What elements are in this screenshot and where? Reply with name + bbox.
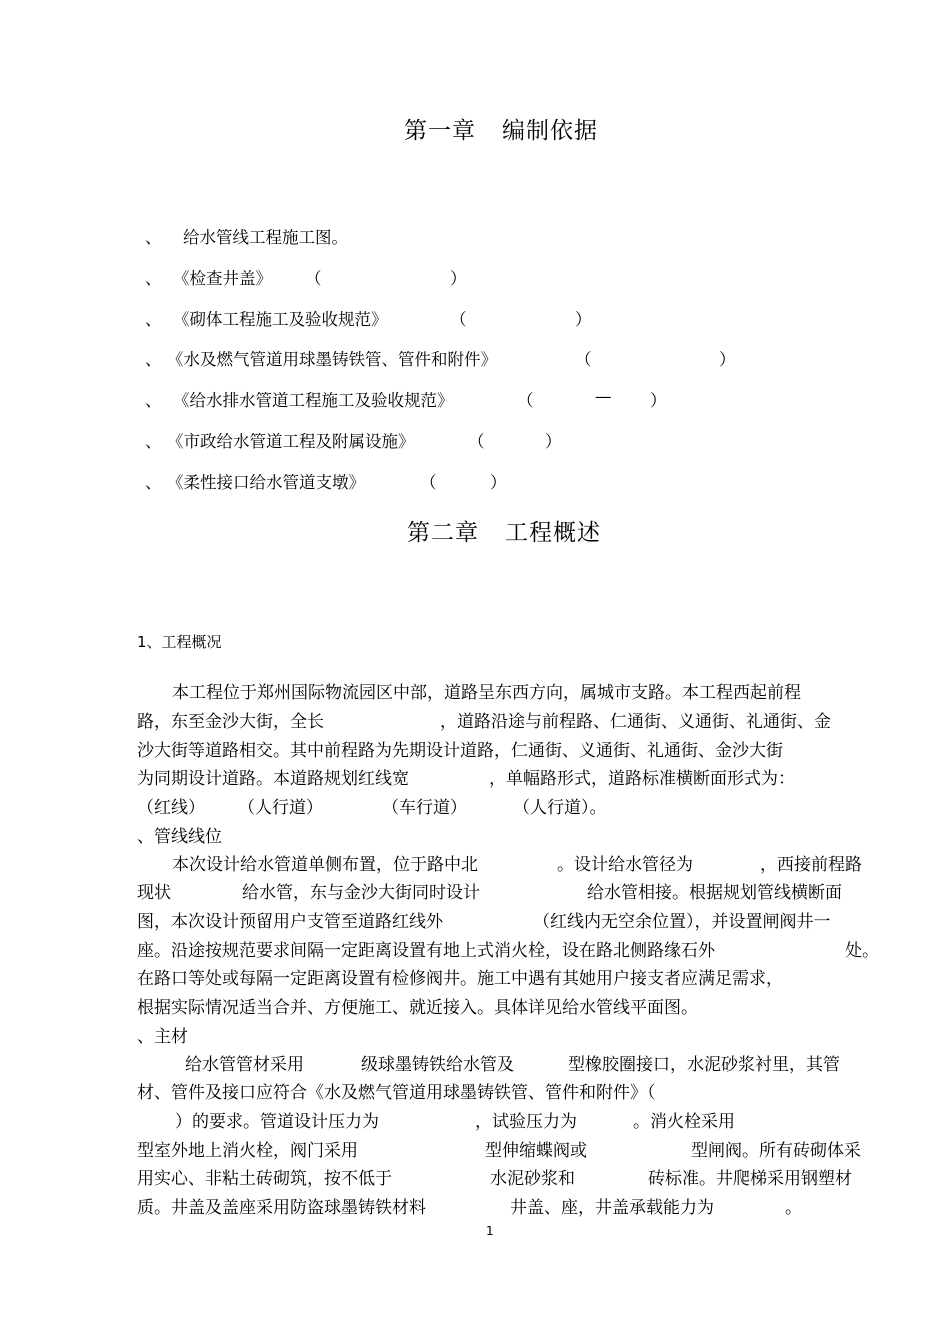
text-fragment: 型橡胶圈接口，水泥砂浆衬里，其管 [568,1055,840,1075]
section-1-heading: 1、工程概况 [137,633,222,651]
text-fragment: 砖标准。井爬梯采用钢塑材 [648,1169,852,1189]
paragraph-line [137,1164,897,1189]
paragraph-line [137,907,897,932]
reference-close-paren: ） [719,350,736,369]
reference-mark: 、 [145,473,162,492]
reference-item-1 [145,224,348,248]
chapter-1-number: 第一章 [404,118,476,144]
reference-item-7 [145,469,525,493]
reference-open-paren: （ [575,350,592,369]
reference-open-paren: （ [420,473,437,492]
paragraph-line [172,850,897,875]
reference-mark: 、 [145,228,162,247]
text-fragment: 。 [785,1198,802,1218]
text-fragment: ）的要求。管道设计压力为 [175,1112,379,1132]
text-fragment: 给水管，东与金沙大街同时设计 [242,883,480,903]
text-fragment: 处。 [845,941,879,961]
text-fragment: （红线内无空余位置），并设置闸阀井一 [533,912,831,932]
page-number: 1 [486,1224,494,1238]
reference-dash: — [595,387,612,406]
reference-close-paren: ） [490,473,507,492]
text-fragment: 用实心、非粘土砖砌筑，按不低于 [137,1169,392,1189]
reference-open-paren: （ [517,391,534,410]
text-fragment: （车行道） [382,798,467,818]
text-fragment: 。设计给水管径为 [557,855,693,875]
paragraph-line [185,1050,897,1075]
chapter-1-heading: 编制依据 [502,118,598,144]
text-fragment: ，西接前程路 [760,855,862,875]
paragraph-line: 根据实际情况适当合并、方便施工、就近接入。具体详见给水管线平面图。 [137,998,698,1018]
text-fragment: 型闸阀。所有砖砌体采 [691,1141,861,1161]
reference-close-paren: ） [545,432,562,451]
text-fragment: 级球墨铸铁给水管及 [361,1055,514,1075]
text-fragment: 质。井盖及盖座采用防盗球墨铸铁材料 [137,1198,426,1218]
chapter-2-heading: 工程概述 [505,520,601,546]
paragraph-line: 在路口等处或每隔一定距离设置有检修阀井。施工中遇有其她用户接支者应满足需求， [137,969,783,989]
reference-open-paren: （ [468,432,485,451]
reference-item-6 [145,428,585,452]
text-fragment: 座。沿途按规范要求间隔一定距离设置有地上式消火栓，设在路北侧路缘石外 [137,941,715,961]
reference-text: 《检查井盖》 [173,269,272,288]
reference-item-5 [145,387,685,411]
paragraph-line: 本工程位于郑州国际物流园区中部，道路呈东西方向，属城市支路。本工程西起前程 [172,683,801,703]
text-fragment: 现状 [137,883,171,903]
reference-text: 《水及燃气管道用球墨铸铁管、管件和附件》 [167,350,497,369]
paragraph-line: 沙大街等道路相交。其中前程路为先期设计道路，仁通街、义通街、礼通街、金沙大街 [137,741,783,761]
text-fragment: 给水管管材采用 [185,1055,304,1075]
reference-close-paren: ） [650,391,667,410]
section-3-heading: 、主材 [137,1027,188,1047]
text-fragment: 路，东至金沙大街，全长 [137,712,324,732]
text-fragment: （人行道）。 [513,798,607,818]
reference-mark: 、 [145,269,162,288]
reference-text: 《给水排水管道工程施工及验收规范》 [173,391,454,410]
reference-mark: 、 [145,350,162,369]
paragraph-line [175,1107,895,1132]
reference-item-4 [145,346,745,370]
paragraph-line: 材、管件及接口应符合《水及燃气管道用球墨铸铁管、管件和附件》（ [137,1083,656,1103]
text-fragment: 型伸缩蝶阀或 [485,1141,587,1161]
text-fragment: 水泥砂浆和 [490,1169,575,1189]
reference-close-paren: ） [575,310,592,329]
reference-open-paren: （ [305,269,322,288]
reference-text: 《柔性接口给水管道支墩》 [167,473,365,492]
paragraph-line [137,1136,897,1161]
text-fragment: ，试验压力为 [475,1112,577,1132]
paragraph-line [137,1193,837,1218]
text-fragment: 型室外地上消火栓，阀门采用 [137,1141,358,1161]
paragraph-line [137,878,897,903]
text-fragment: 给水管相接。根据规划管线横断面 [587,883,842,903]
text-fragment: 本次设计给水管道单侧布置，位于路中北 [172,855,478,875]
reference-mark: 、 [145,391,162,410]
reference-item-2 [145,265,485,289]
paragraph-line [137,764,897,789]
text-fragment: 。消火栓采用 [633,1112,735,1132]
text-fragment: 井盖、座，井盖承载能力为 [510,1198,714,1218]
paragraph-line [137,936,897,961]
text-fragment: ，单幅路形式，道路标准横断面形式为： [489,769,795,789]
reference-text: 给水管线工程施工图。 [183,228,348,247]
reference-close-paren: ） [450,269,467,288]
chapter-1-title [404,112,598,145]
text-fragment: 图，本次设计预留用户支管至道路红线外 [137,912,443,932]
text-fragment: 为同期设计道路。本道路规划红线宽 [137,769,409,789]
text-fragment: （红线） [137,798,205,818]
reference-item-3 [145,306,605,330]
chapter-2-title [407,514,601,547]
text-fragment: ，道路沿途与前程路、仁通街、义通街、礼通街、金 [440,712,831,732]
reference-mark: 、 [145,432,162,451]
paragraph-line [137,793,697,818]
reference-text: 《砌体工程施工及验收规范》 [173,310,388,329]
section-2-heading: 、管线线位 [137,827,222,847]
chapter-2-number: 第二章 [407,520,479,546]
reference-open-paren: （ [450,310,467,329]
text-fragment: （人行道） [238,798,323,818]
reference-mark: 、 [145,310,162,329]
reference-text: 《市政给水管道工程及附属设施》 [167,432,415,451]
paragraph-line [137,707,897,732]
